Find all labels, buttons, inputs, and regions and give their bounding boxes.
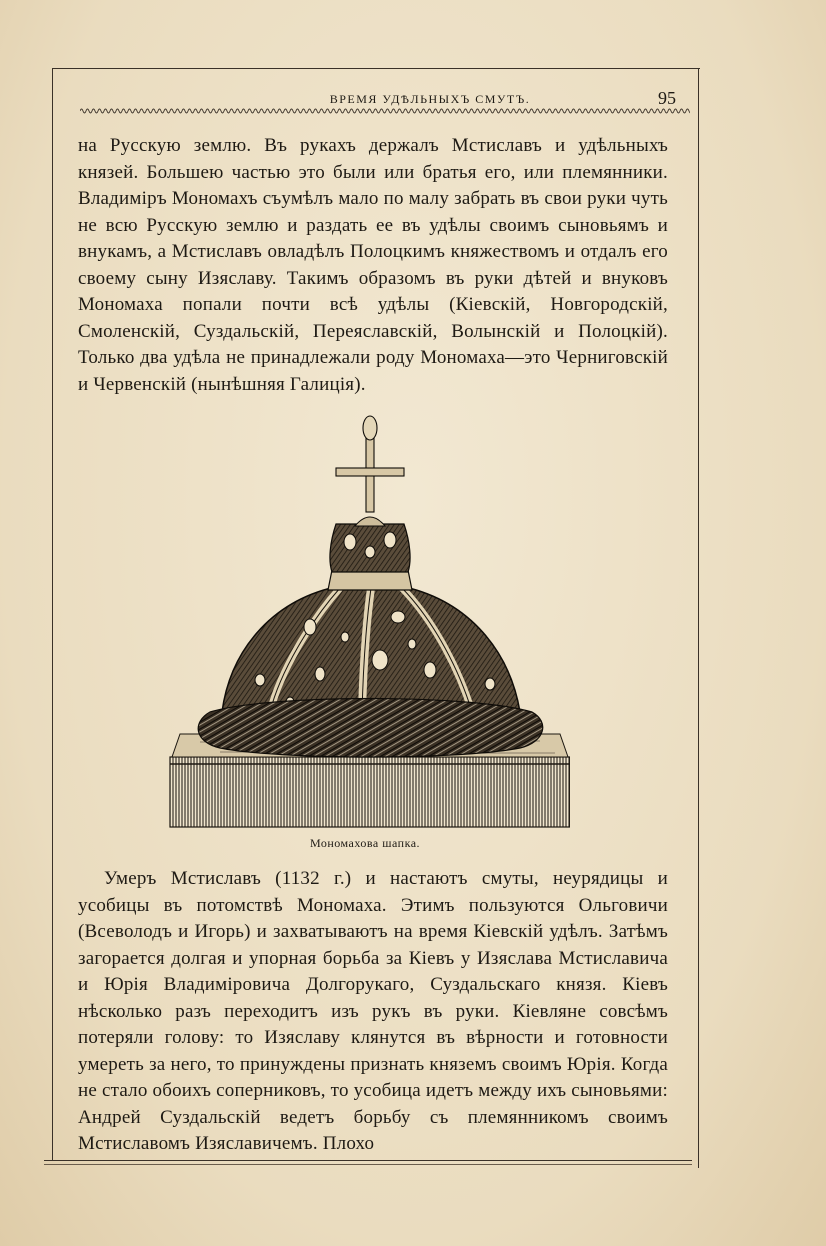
frame-line-right xyxy=(698,68,699,1168)
running-head: ВРЕМЯ УДѢЛЬНЫХЪ СМУТЪ. xyxy=(329,92,531,106)
frame-line-left xyxy=(52,68,53,1160)
paragraph-bottom: Умеръ Мстиславъ (1132 г.) и настаютъ смуты, неурядицы и усобицы въ потомствѣ Мономаха. Этимъ пользуются Ольговичи (Всеволодъ и Игорь) и захватываютъ на время Кіевскій удѣлъ. Затѣмъ загорается долгая и упорная борьба за Кіевъ у Изяслава Мстиславича и Юрія Владиміровича Долгорукаго, Суздальскаго князя. Кіевъ нѣсколько разъ переходитъ изъ рукъ въ руки. Кіевляне совсѣмъ потеряли голову: то Изяславу клянутся въ вѣрности и готовности умереть за него, то принуждены признать княземъ своимъ Юрія. Когда не стало обоихъ соперниковъ, то усобица идетъ между ихъ сыновьями: Андрей Суздальскій ведетъ борьбу съ племянникомъ своимъ Мстиславомъ Изяславичемъ. Плохо xyxy=(78,868,668,1154)
cap-dome xyxy=(222,587,520,714)
cap-top-band xyxy=(328,416,412,590)
page-number: 95 xyxy=(658,88,676,108)
monomakh-cap-engraving xyxy=(160,412,570,830)
frame-line-bottom-inner xyxy=(44,1164,692,1165)
frame-line-bottom xyxy=(44,1160,692,1161)
paragraph-top: на Русскую землю. Въ рукахъ держалъ Мстиславъ и удѣльныхъ князей. Большею частью это были или братья его, или племянники. Владиміръ Мономахъ съумѣлъ мало по малу забрать въ свои руки чуть не всю Русскую землю и раздать ее въ удѣлы своимъ сыновьямъ и внукамъ, а Мстиславъ овладѣлъ Полоцкимъ княжествомъ и отдалъ его своему сыну Изяславу. Такимъ образомъ въ руки дѣтей и внуковъ Мономаха попали почти всѣ удѣлы (Кіевскій, Новгородскій, Смоленскій, Суздальскій, Переяславскій, Волынскій и Полоцкій). Только два удѣла не принадлежали роду Мономаха—это Черниговскій и Червенскій (нынѣшняя Галиція). xyxy=(78,135,668,395)
wavy-rule-ornament xyxy=(80,107,690,115)
fur-rim xyxy=(198,699,543,758)
illustration-caption: Мономахова шапка. xyxy=(309,836,421,850)
frame-line-top xyxy=(52,68,700,69)
